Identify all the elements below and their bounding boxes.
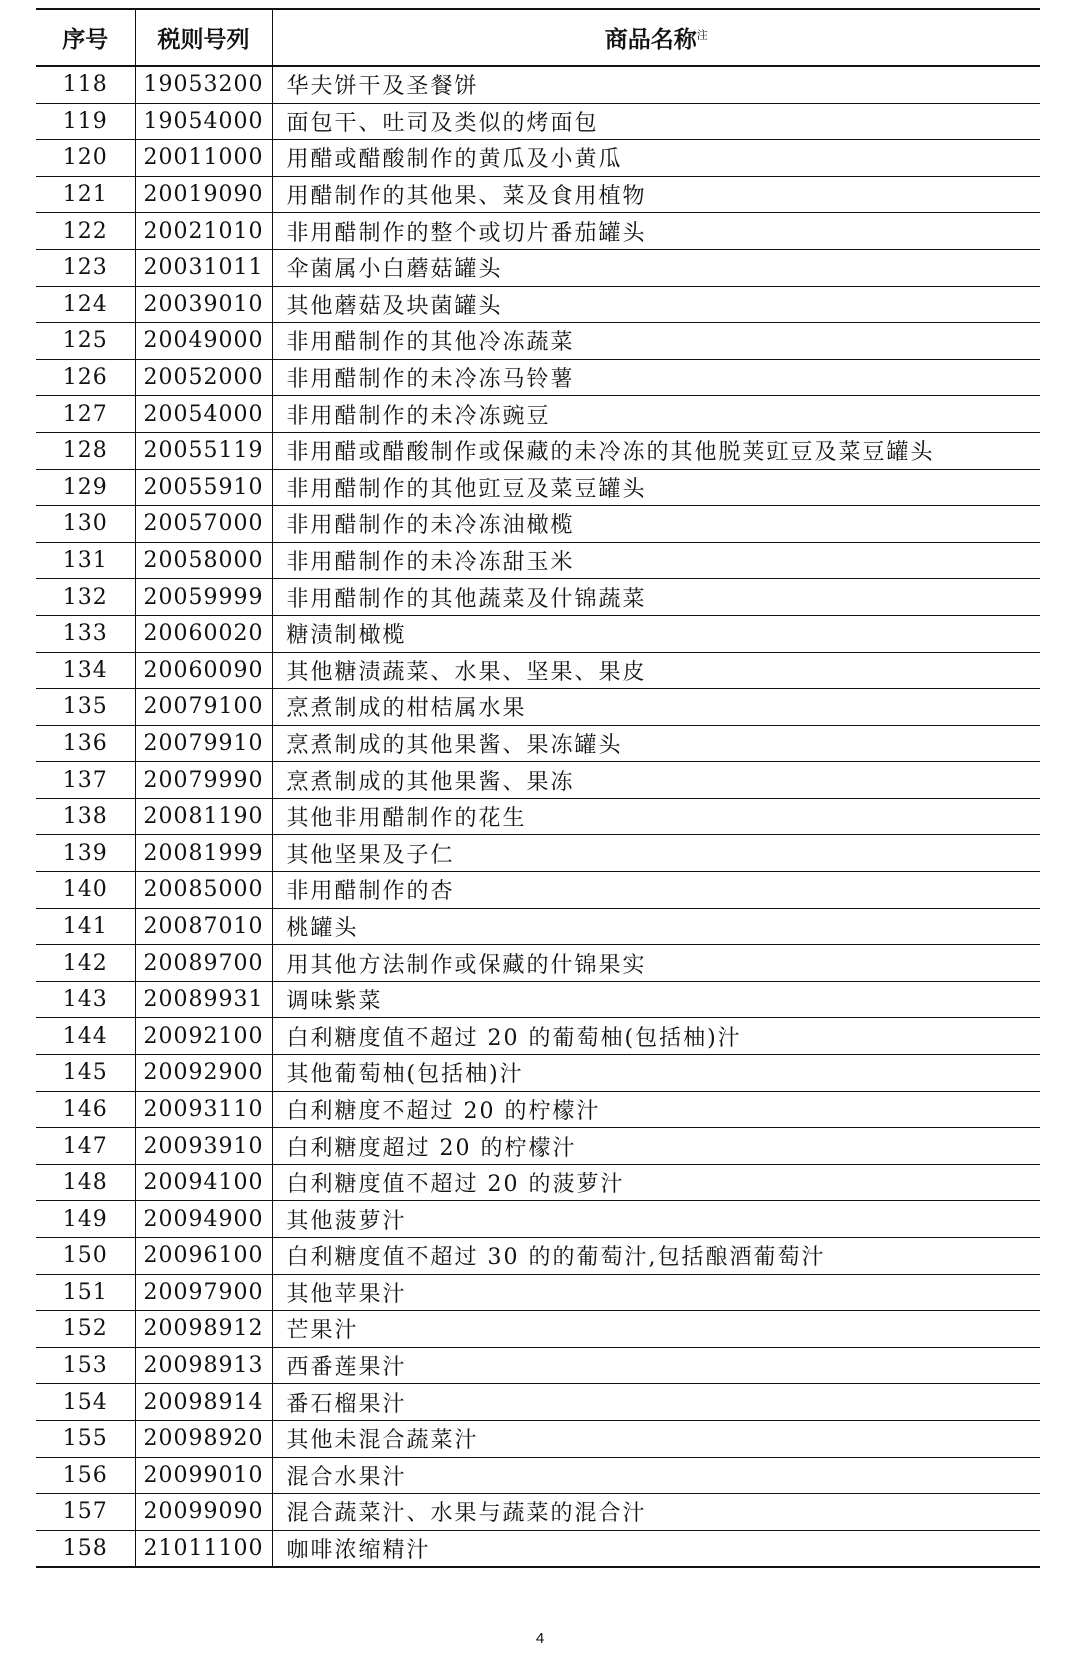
tariff-code-cell: 20039010 [135,286,272,323]
product-name-cell: 其他糖渍蔬菜、水果、坚果、果皮 [272,652,1040,689]
header-note-mark: 注 [696,28,708,42]
serial-number-cell: 155 [36,1420,135,1457]
product-name-cell: 其他菠萝汁 [272,1201,1040,1238]
serial-number-cell: 141 [36,908,135,945]
product-name-cell: 烹煮制成的柑桔属水果 [272,689,1040,726]
table-row [36,1530,1040,1567]
tariff-code-cell: 21011100 [135,1530,272,1567]
product-name-cell: 烹煮制成的其他果酱、果冻 [272,762,1040,799]
product-name-cell: 其他非用醋制作的花生 [272,798,1040,835]
table-row [36,542,1040,579]
product-name-cell: 咖啡浓缩精汁 [272,1530,1040,1567]
table-row [36,1311,1040,1348]
tariff-table [36,8,1040,1568]
table-row [36,249,1040,286]
product-name-cell: 烹煮制成的其他果酱、果冻罐头 [272,725,1040,762]
table-row [36,689,1040,726]
table-row [36,1201,1040,1238]
tariff-code-cell: 20098913 [135,1347,272,1384]
serial-number-cell: 142 [36,945,135,982]
product-name-cell: 华夫饼干及圣餐饼 [272,66,1040,103]
product-name-cell: 其他蘑菇及块菌罐头 [272,286,1040,323]
serial-number-cell: 146 [36,1091,135,1128]
product-name-cell: 其他坚果及子仁 [272,835,1040,872]
table-row [36,66,1040,103]
serial-number-cell: 139 [36,835,135,872]
table-row [36,981,1040,1018]
product-name-cell: 番石榴果汁 [272,1384,1040,1421]
product-name-cell: 混合蔬菜汁、水果与蔬菜的混合汁 [272,1494,1040,1531]
header-tariff-code: 税则号列 [135,9,272,66]
serial-number-cell: 151 [36,1274,135,1311]
serial-number-cell: 128 [36,432,135,469]
product-name-cell: 非用醋制作的其他豇豆及菜豆罐头 [272,469,1040,506]
tariff-code-cell: 20079990 [135,762,272,799]
product-name-cell: 非用醋制作的杏 [272,872,1040,909]
table-row [36,103,1040,140]
table-row [36,872,1040,909]
table-row [36,140,1040,177]
serial-number-cell: 152 [36,1311,135,1348]
serial-number-cell: 136 [36,725,135,762]
header-product-name: 商品名称$^注$ [272,9,1040,66]
serial-number-cell: 134 [36,652,135,689]
serial-number-cell: 150 [36,1238,135,1275]
serial-number-cell: 130 [36,506,135,543]
serial-number-cell: 154 [36,1384,135,1421]
tariff-code-cell: 20021010 [135,213,272,250]
serial-number-cell: 121 [36,176,135,213]
tariff-code-cell: 20019090 [135,176,272,213]
serial-number-cell: 148 [36,1164,135,1201]
tariff-code-cell: 20098914 [135,1384,272,1421]
product-name-cell: 桃罐头 [272,908,1040,945]
tariff-code-cell: 20089931 [135,981,272,1018]
tariff-code-cell: 20081999 [135,835,272,872]
product-name-cell: 白利糖度超过 20 的柠檬汁 [272,1128,1040,1165]
tariff-code-cell: 20094900 [135,1201,272,1238]
serial-number-cell: 119 [36,103,135,140]
table-row [36,725,1040,762]
product-name-cell: 西番莲果汁 [272,1347,1040,1384]
table-row [36,1420,1040,1457]
table-row [36,615,1040,652]
table-row [36,506,1040,543]
table-row [36,1384,1040,1421]
tariff-code-cell: 20011000 [135,140,272,177]
product-name-cell: 非用醋制作的未冷冻甜玉米 [272,542,1040,579]
table-row [36,1164,1040,1201]
serial-number-cell: 127 [36,396,135,433]
product-name-cell: 白利糖度值不超过 30 的的葡萄汁,包括酿酒葡萄汁 [272,1238,1040,1275]
product-name-cell: 其他葡萄柚(包括柚)汁 [272,1055,1040,1092]
table-row [36,1274,1040,1311]
table-row [36,359,1040,396]
table-row [36,323,1040,360]
serial-number-cell: 132 [36,579,135,616]
table-row [36,1494,1040,1531]
serial-number-cell: 131 [36,542,135,579]
table-row [36,432,1040,469]
table-row [36,176,1040,213]
product-name-cell: 用醋或醋酸制作的黄瓜及小黄瓜 [272,140,1040,177]
product-name-cell: 非用醋制作的整个或切片番茄罐头 [272,213,1040,250]
table-header-row [36,9,1040,66]
tariff-code-cell: 20098912 [135,1311,272,1348]
serial-number-cell: 137 [36,762,135,799]
tariff-code-cell: 20098920 [135,1420,272,1457]
product-name-cell: 白利糖度值不超过 20 的菠萝汁 [272,1164,1040,1201]
table-row [36,1018,1040,1055]
product-name-cell: 非用醋或醋酸制作或保藏的未冷冻的其他脱荚豇豆及菜豆罐头 [272,432,1040,469]
serial-number-cell: 138 [36,798,135,835]
serial-number-cell: 126 [36,359,135,396]
tariff-code-cell: 20081190 [135,798,272,835]
serial-number-cell: 122 [36,213,135,250]
product-name-cell: 芒果汁 [272,1311,1040,1348]
product-name-cell: 非用醋制作的未冷冻马铃薯 [272,359,1040,396]
product-name-cell: 糖渍制橄榄 [272,615,1040,652]
tariff-code-cell: 20055910 [135,469,272,506]
product-name-cell: 面包干、吐司及类似的烤面包 [272,103,1040,140]
tariff-code-cell: 20057000 [135,506,272,543]
tariff-code-cell: 20089700 [135,945,272,982]
product-name-cell: 用醋制作的其他果、菜及食用植物 [272,176,1040,213]
page-number: 4 [535,1630,545,1647]
product-name-cell: 其他苹果汁 [272,1274,1040,1311]
table-row [36,1055,1040,1092]
table-row [36,579,1040,616]
tariff-code-cell: 20079100 [135,689,272,726]
table-row [36,1091,1040,1128]
table-row [36,286,1040,323]
tariff-code-cell: 20099010 [135,1457,272,1494]
table-row [36,798,1040,835]
tariff-code-cell: 20085000 [135,872,272,909]
serial-number-cell: 144 [36,1018,135,1055]
serial-number-cell: 145 [36,1055,135,1092]
tariff-code-cell: 20052000 [135,359,272,396]
tariff-code-cell: 20049000 [135,323,272,360]
tariff-code-cell: 20060090 [135,652,272,689]
tariff-code-cell: 19054000 [135,103,272,140]
tariff-code-cell: 20097900 [135,1274,272,1311]
serial-number-cell: 120 [36,140,135,177]
product-name-cell: 非用醋制作的未冷冻油橄榄 [272,506,1040,543]
serial-number-cell: 143 [36,981,135,1018]
tariff-code-cell: 20060020 [135,615,272,652]
tariff-code-cell: 20059999 [135,579,272,616]
serial-number-cell: 153 [36,1347,135,1384]
header-serial-number: 序号 [36,9,135,66]
tariff-code-cell: 20093110 [135,1091,272,1128]
table-row [36,908,1040,945]
table-row [36,945,1040,982]
table-row [36,469,1040,506]
tariff-code-cell: 20092900 [135,1055,272,1092]
table-row [36,762,1040,799]
tariff-code-cell: 20058000 [135,542,272,579]
product-name-cell: 用其他方法制作或保藏的什锦果实 [272,945,1040,982]
serial-number-cell: 129 [36,469,135,506]
tariff-code-cell: 20054000 [135,396,272,433]
serial-number-cell: 123 [36,249,135,286]
product-name-cell: 其他未混合蔬菜汁 [272,1420,1040,1457]
product-name-cell: 白利糖度值不超过 20 的葡萄柚(包括柚)汁 [272,1018,1040,1055]
product-name-cell: 非用醋制作的其他冷冻蔬菜 [272,323,1040,360]
table-row [36,1457,1040,1494]
serial-number-cell: 124 [36,286,135,323]
serial-number-cell: 156 [36,1457,135,1494]
tariff-code-cell: 20099090 [135,1494,272,1531]
product-name-cell: 非用醋制作的其他蔬菜及什锦蔬菜 [272,579,1040,616]
table-body [36,66,1040,1567]
table-row [36,213,1040,250]
serial-number-cell: 118 [36,66,135,103]
tariff-code-cell: 19053200 [135,66,272,103]
serial-number-cell: 149 [36,1201,135,1238]
serial-number-cell: 133 [36,615,135,652]
product-name-cell: 非用醋制作的未冷冻豌豆 [272,396,1040,433]
product-name-cell: 混合水果汁 [272,1457,1040,1494]
tariff-code-cell: 20079910 [135,725,272,762]
tariff-table-container [36,8,1040,1568]
tariff-code-cell: 20031011 [135,249,272,286]
serial-number-cell: 135 [36,689,135,726]
product-name-cell: 调味紫菜 [272,981,1040,1018]
tariff-code-cell: 20055119 [135,432,272,469]
serial-number-cell: 125 [36,323,135,360]
table-row [36,835,1040,872]
table-row [36,1238,1040,1275]
tariff-code-cell: 20092100 [135,1018,272,1055]
serial-number-cell: 157 [36,1494,135,1531]
tariff-code-cell: 20093910 [135,1128,272,1165]
table-row [36,396,1040,433]
table-row [36,1347,1040,1384]
tariff-code-cell: 20087010 [135,908,272,945]
serial-number-cell: 158 [36,1530,135,1567]
table-row [36,1128,1040,1165]
tariff-code-cell: 20096100 [135,1238,272,1275]
serial-number-cell: 140 [36,872,135,909]
tariff-code-cell: 20094100 [135,1164,272,1201]
serial-number-cell: 147 [36,1128,135,1165]
table-row [36,652,1040,689]
product-name-cell: 白利糖度不超过 20 的柠檬汁 [272,1091,1040,1128]
product-name-cell: 伞菌属小白蘑菇罐头 [272,249,1040,286]
